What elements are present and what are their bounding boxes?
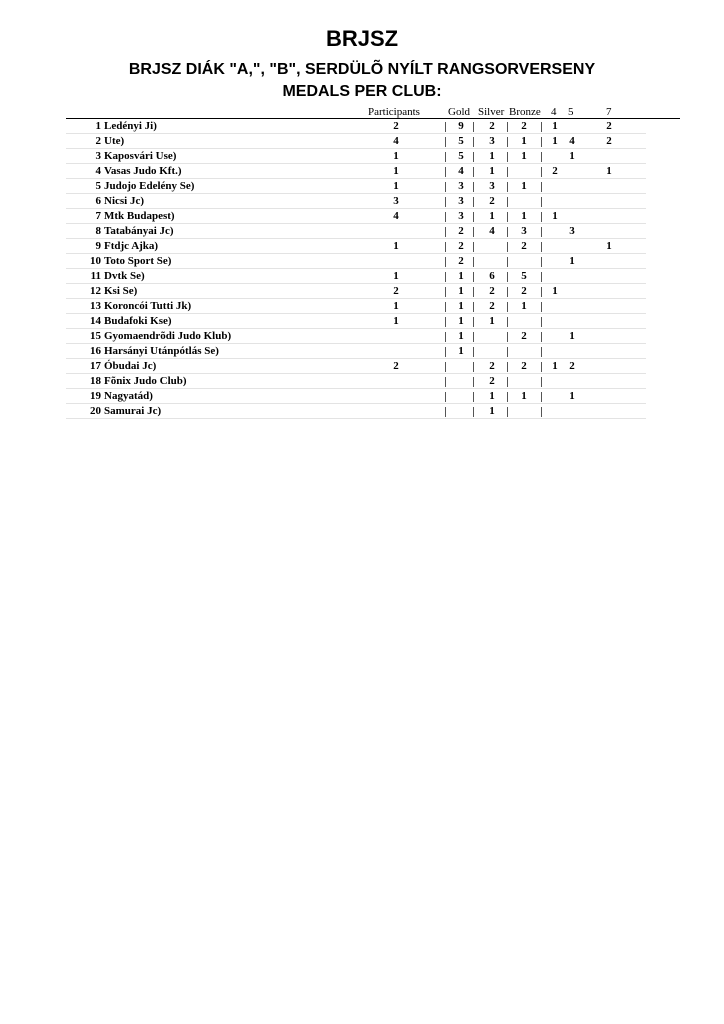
rank-cell: 4: [95, 165, 101, 177]
col-header-gold: Gold: [448, 106, 470, 118]
column-divider: [473, 122, 474, 132]
column-divider: [541, 212, 542, 222]
table-row: [0, 239, 724, 254]
column-divider: [445, 317, 446, 327]
silver-cell: 2: [489, 375, 495, 387]
bronze-cell: 1: [521, 180, 527, 192]
col7-cell: 2: [606, 135, 612, 147]
rank-cell: 5: [95, 180, 101, 192]
silver-cell: 3: [489, 135, 495, 147]
club-cell: Budafoki Kse): [104, 315, 172, 327]
club-cell: Nagyatád): [104, 390, 153, 402]
gold-cell: 9: [458, 120, 464, 132]
col7-cell: 1: [606, 240, 612, 252]
gold-cell: 1: [458, 300, 464, 312]
participants-cell: 1: [393, 165, 399, 177]
participants-cell: 2: [393, 360, 399, 372]
column-divider: [507, 362, 508, 372]
club-cell: Kaposvári Use): [104, 150, 177, 162]
silver-cell: 1: [489, 315, 495, 327]
column-divider: [541, 197, 542, 207]
column-divider: [541, 302, 542, 312]
silver-cell: 1: [489, 390, 495, 402]
gold-cell: 3: [458, 180, 464, 192]
column-divider: [541, 272, 542, 282]
column-divider: [473, 182, 474, 192]
column-divider: [445, 122, 446, 132]
column-divider: [473, 257, 474, 267]
table-row: [0, 209, 724, 224]
rank-cell: 7: [95, 210, 101, 222]
column-divider: [473, 272, 474, 282]
column-divider: [473, 377, 474, 387]
column-divider: [445, 272, 446, 282]
gold-cell: 1: [458, 315, 464, 327]
bronze-cell: 1: [521, 150, 527, 162]
table-row: [0, 194, 724, 209]
participants-cell: 4: [393, 210, 399, 222]
column-divider: [541, 152, 542, 162]
col4-cell: 1: [552, 210, 558, 222]
medals-table: [0, 119, 724, 419]
column-divider: [541, 407, 542, 417]
rank-cell: 20: [90, 405, 101, 417]
column-divider: [507, 302, 508, 312]
column-divider: [445, 362, 446, 372]
gold-cell: 2: [458, 225, 464, 237]
column-divider: [507, 317, 508, 327]
club-cell: Ksi Se): [104, 285, 138, 297]
rank-cell: 17: [90, 360, 101, 372]
column-divider: [473, 212, 474, 222]
rank-cell: 18: [90, 375, 101, 387]
column-divider: [541, 182, 542, 192]
column-divider: [541, 167, 542, 177]
column-divider: [541, 257, 542, 267]
gold-cell: 2: [458, 255, 464, 267]
col5-cell: 1: [569, 390, 575, 402]
bronze-cell: 1: [521, 390, 527, 402]
column-divider: [445, 182, 446, 192]
gold-cell: 5: [458, 135, 464, 147]
table-row: [0, 314, 724, 329]
col4-cell: 1: [552, 360, 558, 372]
rank-cell: 13: [90, 300, 101, 312]
rank-cell: 19: [90, 390, 101, 402]
table-row: [0, 299, 724, 314]
bronze-cell: 1: [521, 300, 527, 312]
col5-cell: 1: [569, 255, 575, 267]
club-cell: Mtk Budapest): [104, 210, 175, 222]
column-divider: [473, 302, 474, 312]
silver-cell: 1: [489, 405, 495, 417]
participants-cell: 3: [393, 195, 399, 207]
gold-cell: 1: [458, 345, 464, 357]
column-divider: [541, 122, 542, 132]
column-divider: [507, 137, 508, 147]
row-divider: [66, 418, 646, 419]
club-cell: Fõnix Judo Club): [104, 375, 187, 387]
table-row: [0, 149, 724, 164]
bronze-cell: 5: [521, 270, 527, 282]
column-divider: [473, 287, 474, 297]
bronze-cell: 2: [521, 330, 527, 342]
section-title: MEDALS PER CLUB:: [282, 83, 442, 100]
club-cell: Toto Sport Se): [104, 255, 172, 267]
column-divider: [445, 242, 446, 252]
column-divider: [507, 377, 508, 387]
club-cell: Dvtk Se): [104, 270, 145, 282]
column-divider: [541, 362, 542, 372]
club-cell: Gyomaendrõdi Judo Klub): [104, 330, 232, 342]
column-divider: [445, 167, 446, 177]
participants-cell: 1: [393, 150, 399, 162]
participants-cell: 2: [393, 285, 399, 297]
column-divider: [445, 377, 446, 387]
column-divider: [541, 287, 542, 297]
club-cell: Nicsi Jc): [104, 195, 145, 207]
table-row: [0, 224, 724, 239]
column-divider: [541, 332, 542, 342]
col5-cell: 4: [569, 135, 575, 147]
participants-cell: 1: [393, 270, 399, 282]
column-divider: [445, 137, 446, 147]
column-divider: [507, 227, 508, 237]
table-row: [0, 164, 724, 179]
column-divider: [507, 167, 508, 177]
silver-cell: 2: [489, 195, 495, 207]
participants-cell: 1: [393, 240, 399, 252]
bronze-cell: 2: [521, 120, 527, 132]
col5-cell: 1: [569, 150, 575, 162]
silver-cell: 1: [489, 165, 495, 177]
participants-cell: 1: [393, 315, 399, 327]
rank-cell: 6: [95, 195, 101, 207]
table-row: [0, 389, 724, 404]
club-cell: Ledényi Ji): [104, 120, 157, 132]
column-divider: [473, 362, 474, 372]
club-cell: Óbudai Jc): [104, 360, 157, 372]
column-divider: [445, 302, 446, 312]
column-divider: [473, 347, 474, 357]
column-divider: [473, 137, 474, 147]
column-divider: [473, 227, 474, 237]
column-divider: [473, 152, 474, 162]
column-divider: [541, 242, 542, 252]
gold-cell: 1: [458, 270, 464, 282]
club-cell: Tatabányai Jc): [104, 225, 174, 237]
column-divider: [473, 392, 474, 402]
participants-cell: 1: [393, 180, 399, 192]
bronze-cell: 1: [521, 135, 527, 147]
column-divider: [507, 182, 508, 192]
table-row: [0, 269, 724, 284]
column-divider: [473, 317, 474, 327]
silver-cell: 6: [489, 270, 495, 282]
rank-cell: 9: [95, 240, 101, 252]
table-row: [0, 284, 724, 299]
competition-title: BRJSZ DIÁK "A,", "B", SERDÜLÕ NYÍLT RANGSORVERSENY: [128, 61, 596, 78]
page-title: BRJSZ: [325, 26, 399, 51]
column-divider: [445, 332, 446, 342]
gold-cell: 3: [458, 195, 464, 207]
column-divider: [541, 137, 542, 147]
club-cell: Ute): [104, 135, 125, 147]
table-row: [0, 179, 724, 194]
col-header-7: 7: [606, 106, 612, 118]
column-divider: [541, 227, 542, 237]
rank-cell: 1: [95, 120, 101, 132]
table-row: [0, 119, 724, 134]
column-divider: [445, 392, 446, 402]
col-header-silver: Silver: [478, 106, 505, 118]
col7-cell: 1: [606, 165, 612, 177]
bronze-cell: 1: [521, 210, 527, 222]
participants-cell: 2: [393, 120, 399, 132]
column-divider: [445, 212, 446, 222]
gold-cell: 1: [458, 330, 464, 342]
gold-cell: 4: [458, 165, 464, 177]
silver-cell: 2: [489, 120, 495, 132]
col7-cell: 2: [606, 120, 612, 132]
column-divider: [507, 407, 508, 417]
table-row: [0, 134, 724, 149]
column-divider: [445, 347, 446, 357]
rank-cell: 16: [90, 345, 101, 357]
col5-cell: 2: [569, 360, 575, 372]
gold-cell: 2: [458, 240, 464, 252]
column-divider: [507, 152, 508, 162]
column-divider: [445, 197, 446, 207]
column-divider: [541, 377, 542, 387]
column-divider: [473, 242, 474, 252]
column-divider: [445, 407, 446, 417]
column-divider: [445, 257, 446, 267]
column-divider: [473, 167, 474, 177]
column-divider: [445, 227, 446, 237]
col5-cell: 3: [569, 225, 575, 237]
silver-cell: 2: [489, 360, 495, 372]
rank-cell: 11: [90, 270, 101, 282]
column-divider: [473, 407, 474, 417]
silver-cell: 2: [489, 300, 495, 312]
col-header-4: 4: [551, 106, 557, 118]
rank-cell: 14: [90, 315, 101, 327]
silver-cell: 3: [489, 180, 495, 192]
table-row: [0, 404, 724, 419]
gold-cell: 3: [458, 210, 464, 222]
column-divider: [445, 287, 446, 297]
club-cell: Ftdjc Ajka): [104, 240, 159, 252]
rank-cell: 15: [90, 330, 101, 342]
rank-cell: 10: [90, 255, 101, 267]
table-row: [0, 344, 724, 359]
silver-cell: 1: [489, 150, 495, 162]
column-divider: [507, 392, 508, 402]
table-row: [0, 329, 724, 344]
rank-cell: 3: [95, 150, 101, 162]
bronze-cell: 2: [521, 240, 527, 252]
column-divider: [473, 197, 474, 207]
col4-cell: 2: [552, 165, 558, 177]
col4-cell: 1: [552, 135, 558, 147]
silver-cell: 2: [489, 285, 495, 297]
column-divider: [541, 392, 542, 402]
col4-cell: 1: [552, 120, 558, 132]
column-divider: [445, 152, 446, 162]
column-divider: [507, 347, 508, 357]
club-cell: Judojo Edelény Se): [104, 180, 195, 192]
rank-cell: 2: [95, 135, 101, 147]
column-divider: [541, 317, 542, 327]
participants-cell: 4: [393, 135, 399, 147]
bronze-cell: 2: [521, 285, 527, 297]
column-divider: [507, 122, 508, 132]
gold-cell: 5: [458, 150, 464, 162]
table-row: [0, 359, 724, 374]
col5-cell: 1: [569, 330, 575, 342]
silver-cell: 1: [489, 210, 495, 222]
club-cell: Samurai Jc): [104, 405, 162, 417]
column-divider: [507, 272, 508, 282]
column-divider: [507, 332, 508, 342]
column-divider: [473, 332, 474, 342]
table-row: [0, 374, 724, 389]
column-divider: [507, 197, 508, 207]
col-header-bronze: Bronze: [509, 106, 541, 118]
gold-cell: 1: [458, 285, 464, 297]
rank-cell: 12: [90, 285, 101, 297]
bronze-cell: 3: [521, 225, 527, 237]
participants-cell: 1: [393, 300, 399, 312]
column-divider: [507, 257, 508, 267]
club-cell: Harsányi Utánpótlás Se): [104, 345, 219, 357]
table-row: [0, 254, 724, 269]
column-divider: [507, 212, 508, 222]
column-divider: [507, 287, 508, 297]
silver-cell: 4: [489, 225, 495, 237]
col4-cell: 1: [552, 285, 558, 297]
bronze-cell: 2: [521, 360, 527, 372]
col-header-5: 5: [568, 106, 574, 118]
col-header-participants: Participants: [368, 106, 420, 118]
club-cell: Koroncói Tutti Jk): [104, 300, 192, 312]
column-divider: [541, 347, 542, 357]
column-divider: [507, 242, 508, 252]
rank-cell: 8: [95, 225, 101, 237]
club-cell: Vasas Judo Kft.): [104, 165, 182, 177]
